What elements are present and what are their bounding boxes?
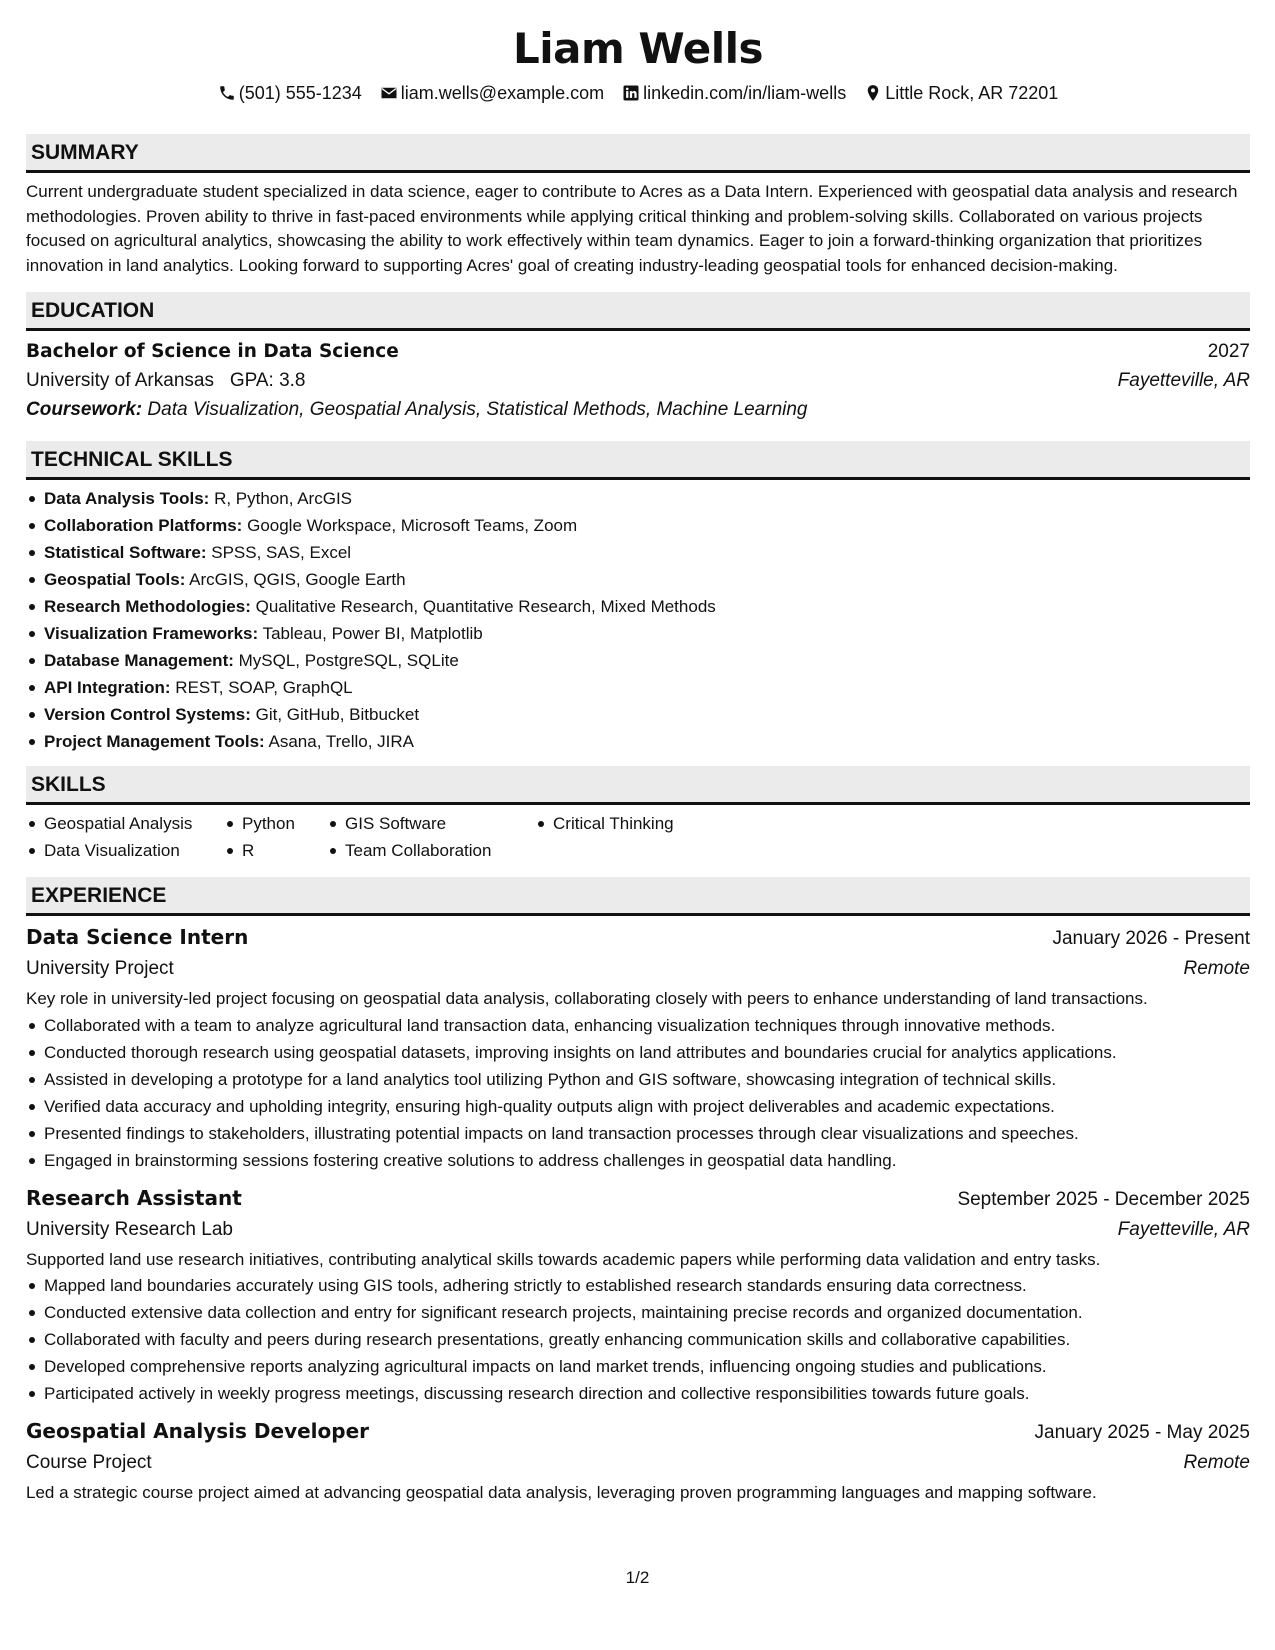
skills-list: [26, 810, 1250, 864]
list-item: Collaborated with faculty and peers during research presentations, greatly enhancing communication skills and collaborative capabilities.: [26, 1326, 1250, 1353]
school-line: [26, 366, 306, 395]
list-item: Geospatial Tools: ArcGIS, QGIS, Google Earth: [26, 566, 1250, 593]
coursework-label: Coursework:: [26, 399, 143, 420]
school-location: Fayetteville, AR: [1117, 370, 1250, 391]
job-dates: January 2026 - Present: [1052, 928, 1250, 949]
job-title: Geospatial Analysis Developer: [26, 1419, 370, 1443]
list-item: Version Control Systems: Git, GitHub, Bitbucket: [26, 701, 1250, 728]
coursework-line: [26, 395, 1250, 424]
list-item: Data Analysis Tools: R, Python, ArcGIS: [26, 485, 1250, 512]
contact-linkedin[interactable]: linkedin.com/in/liam-wells: [622, 82, 846, 104]
list-item: Collaborated with a team to analyze agricultural land transaction data, enhancing visualization techniques through innovative methods.: [26, 1012, 1250, 1039]
job-location: Remote: [1183, 958, 1250, 979]
phone-icon: [218, 84, 236, 102]
list-item: Mapped land boundaries accurately using GIS tools, adhering strictly to established research standards ensuring data correctness.: [26, 1272, 1250, 1299]
contact-phone: (501) 555-1234: [218, 82, 362, 104]
job-title: Data Science Intern: [26, 925, 249, 949]
list-item: Conducted thorough research using geospatial datasets, improving insights on land attributes and boundaries crucial for analytics applications.: [26, 1039, 1250, 1066]
list-item: Research Methodologies: Qualitative Research, Quantitative Research, Mixed Methods: [26, 593, 1250, 620]
job-bullets: [26, 1012, 1250, 1174]
candidate-name: Liam Wells: [513, 24, 763, 73]
section-heading-skills: SKILLS: [26, 766, 1250, 805]
graduation-year: 2027: [1207, 341, 1250, 362]
experience-entry: [26, 922, 1250, 1174]
degree: Bachelor of Science in Data Science: [26, 341, 399, 362]
section-heading-education: EDUCATION: [26, 292, 1250, 331]
job-description: Key role in university-led project focusing on geospatial data analysis, collaborating closely with peers to enhance understanding of land transactions.: [26, 989, 1148, 1008]
summary-text: Current undergraduate student specialized in data science, eager to contribute to Acres as a Data Intern. Experienced with geospatial data analysis and research methodologies. Proven ability to thrive in fast-paced environments while applying critical thinking and problem-solving skills. Collaborated on various projects focused on agricultural analytics, showcasing the ability to work effectively within team dynamics. Eager to join a forward-thinking organization that prioritizes innovation in land analytics. Looking forward to supporting Acres' goal of creating industry-leading geospatial tools for enhanced decision-making.: [26, 182, 1238, 275]
school-name: University of Arkansas: [26, 370, 214, 391]
list-item: Statistical Software: SPSS, SAS, Excel: [26, 539, 1250, 566]
job-bullets: [26, 1272, 1250, 1407]
list-item: Developed comprehensive reports analyzing agricultural impacts on land market trends, influencing ongoing studies and publications.: [26, 1353, 1250, 1380]
page-number: 1/2: [625, 1568, 650, 1587]
job-title: Research Assistant: [26, 1185, 242, 1210]
job-description: Led a strategic course project aimed at advancing geospatial data analysis, leveraging proven programming languages and mapping software.: [26, 1483, 1097, 1502]
job-dates: January 2025 - May 2025: [1034, 1422, 1250, 1443]
job-dates: September 2025 - December 2025: [957, 1188, 1250, 1210]
job-location: Fayetteville, AR: [1117, 1218, 1250, 1240]
education-entry: [26, 338, 1250, 424]
map-pin-icon: [864, 84, 882, 102]
technical-skills-list: [26, 485, 1250, 755]
envelope-icon: [380, 84, 398, 102]
job-org: Course Project: [26, 1452, 152, 1473]
list-item: R: [224, 837, 327, 864]
list-item: Participated actively in weekly progress meetings, discussing research direction and collective responsibilities towards future goals.: [26, 1380, 1250, 1407]
list-item: Collaboration Platforms: Google Workspace, Microsoft Teams, Zoom: [26, 512, 1250, 539]
list-item: Visualization Frameworks: Tableau, Power BI, Matplotlib: [26, 620, 1250, 647]
job-org: University Project: [26, 958, 174, 979]
list-item: Python: [224, 810, 327, 837]
resume-page: [26, 0, 1250, 1505]
list-item: Data Visualization: [26, 837, 224, 864]
list-item: Database Management: MySQL, PostgreSQL, SQLite: [26, 647, 1250, 674]
list-item: Team Collaboration: [327, 837, 535, 864]
job-org: University Research Lab: [26, 1218, 233, 1240]
list-item: Conducted extensive data collection and entry for significant research projects, maintaining precise records and organized documentation.: [26, 1299, 1250, 1326]
list-item: Presented findings to stakeholders, illustrating potential impacts on land transaction processes through clear visualizations and speeches.: [26, 1120, 1250, 1147]
contact-bar: [26, 82, 1250, 104]
experience-entry: [26, 1416, 1250, 1505]
list-item: Engaged in brainstorming sessions fostering creative solutions to address challenges in geospatial data handling.: [26, 1147, 1250, 1174]
list-item: API Integration: REST, SOAP, GraphQL: [26, 674, 1250, 701]
linkedin-icon: [622, 84, 640, 102]
list-item: Critical Thinking: [535, 810, 735, 837]
list-item: Geospatial Analysis: [26, 810, 224, 837]
section-heading-summary: SUMMARY: [26, 134, 1250, 173]
job-description: Supported land use research initiatives, contributing analytical skills towards academic papers while performing data validation and entry tasks.: [26, 1249, 1101, 1269]
list-item: Verified data accuracy and upholding integrity, ensuring high-quality outputs align with project deliverables and academic expectations.: [26, 1093, 1250, 1120]
experience-entry: [26, 1183, 1250, 1408]
gpa: GPA: 3.8: [229, 370, 306, 391]
list-item: GIS Software: [327, 810, 535, 837]
list-item: Assisted in developing a prototype for a land analytics tool utilizing Python and GIS software, showcasing integration of technical skills.: [26, 1066, 1250, 1093]
contact-email[interactable]: liam.wells@example.com: [380, 82, 604, 104]
list-item: Project Management Tools: Asana, Trello, JIRA: [26, 728, 1250, 755]
contact-location: Little Rock, AR 72201: [864, 82, 1058, 104]
section-heading-experience: EXPERIENCE: [26, 877, 1250, 916]
job-location: Remote: [1183, 1452, 1250, 1473]
coursework-list: Data Visualization, Geospatial Analysis, Statistical Methods, Machine Learning: [147, 399, 808, 420]
section-heading-technical-skills: TECHNICAL SKILLS: [26, 441, 1250, 480]
